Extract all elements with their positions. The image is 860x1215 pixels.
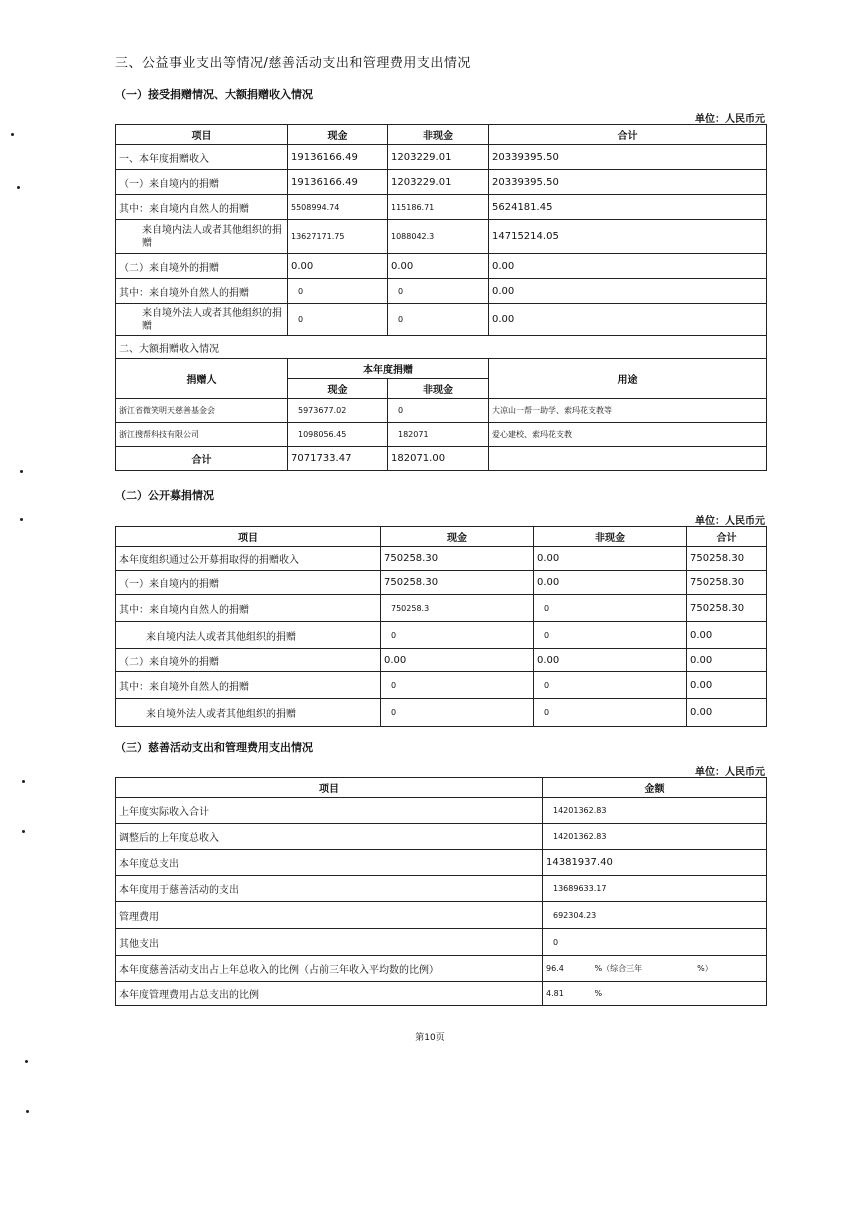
cash-cell: 0 xyxy=(288,279,388,304)
table-row xyxy=(116,699,767,727)
mgmt-ratio-suffix: % xyxy=(594,989,603,998)
total-cell: 0.00 xyxy=(687,649,767,672)
row-label: 其中：来自境外自然人的捐赠 xyxy=(116,279,288,304)
purpose-cell: 大凉山一帮一助学、索玛花支教等 xyxy=(489,399,767,423)
table-row xyxy=(116,195,767,220)
table-row xyxy=(116,254,767,279)
col-header-purpose: 用途 xyxy=(489,359,767,399)
ratio-suffix: %（综合三年 xyxy=(594,964,643,973)
table-row xyxy=(116,850,767,876)
table-row xyxy=(116,220,767,254)
row-label: 调整后的上年度总收入 xyxy=(116,824,543,850)
table-row xyxy=(116,929,767,956)
noncash-cell: 0 xyxy=(534,595,687,622)
table-row xyxy=(116,956,767,982)
total-cell: 14715214.05 xyxy=(489,220,767,254)
col-header-item: 项目 xyxy=(116,125,288,145)
total-cell: 750258.30 xyxy=(687,571,767,595)
noncash-cell: 0.00 xyxy=(534,547,687,571)
noncash-cell: 0 xyxy=(388,279,489,304)
cash-cell: 0 xyxy=(381,699,534,727)
row-label: 来自境外法人或者其他组织的捐赠 xyxy=(116,304,288,336)
table-row xyxy=(116,304,767,336)
table-row xyxy=(116,447,767,471)
row-label: 上年度实际收入合计 xyxy=(116,798,543,824)
row-label: 来自境内法人或者其他组织的捐赠 xyxy=(116,220,288,254)
total-cell: 5624181.45 xyxy=(489,195,767,220)
table-row xyxy=(116,170,767,195)
col-header-cash: 现金 xyxy=(288,125,388,145)
table-row xyxy=(116,982,767,1006)
row-label: （二）来自境外的捐赠 xyxy=(116,649,381,672)
mgmt-ratio-cell xyxy=(543,982,767,1006)
table-row xyxy=(116,595,767,622)
large-donation-subtitle: 二、大额捐赠收入情况 xyxy=(116,336,767,359)
cash-cell: 750258.30 xyxy=(381,571,534,595)
total-cell: 0.00 xyxy=(489,279,767,304)
row-label: （二）来自境外的捐赠 xyxy=(116,254,288,279)
table-row xyxy=(116,672,767,699)
cash-cell: 750258.30 xyxy=(381,547,534,571)
section2-unit: 单位：人民币元 xyxy=(695,516,765,527)
noncash-cell: 0 xyxy=(534,622,687,649)
ratio-label: 本年度慈善活动支出占上年总收入的比例（占前三年收入平均数的比例） xyxy=(116,956,543,982)
section2-title: （二）公开募捐情况 xyxy=(115,489,214,502)
col-header-year-donation: 本年度捐赠 xyxy=(288,359,489,379)
amount-cell: 0 xyxy=(543,929,767,956)
row-label: 本年度总支出 xyxy=(116,850,543,876)
row-label: （一）来自境内的捐赠 xyxy=(116,170,288,195)
noncash-cell: 1203229.01 xyxy=(388,170,489,195)
noncash-cell: 0 xyxy=(534,699,687,727)
purpose-cell xyxy=(489,447,767,471)
table-row xyxy=(116,824,767,850)
total-cell: 750258.30 xyxy=(687,547,767,571)
cash-cell: 0.00 xyxy=(381,649,534,672)
donor-cell: 浙江省微笑明天慈善基金会 xyxy=(116,399,288,423)
table-row xyxy=(116,798,767,824)
table-row xyxy=(116,649,767,672)
col-header-noncash: 非现金 xyxy=(534,527,687,547)
row-label: 来自境外法人或者其他组织的捐赠 xyxy=(116,699,381,727)
public-fundraising-table xyxy=(115,526,767,727)
noncash-cell: 1203229.01 xyxy=(388,145,489,170)
noncash-cell: 182071 xyxy=(388,423,489,447)
row-label: 其中：来自境内自然人的捐赠 xyxy=(116,595,381,622)
cash-cell: 5973677.02 xyxy=(288,399,388,423)
col-header-noncash: 非现金 xyxy=(388,125,489,145)
row-label: （一）来自境内的捐赠 xyxy=(116,571,381,595)
noncash-cell: 182071.00 xyxy=(388,447,489,471)
table-row xyxy=(116,145,767,170)
section3-unit: 单位：人民币元 xyxy=(695,767,765,778)
noncash-cell: 0 xyxy=(534,672,687,699)
amount-cell: 13689633.17 xyxy=(543,876,767,902)
mgmt-ratio-value: 4.81 xyxy=(546,989,564,998)
scan-mark xyxy=(20,470,23,473)
scan-mark xyxy=(25,1060,28,1063)
col-header-cash: 现金 xyxy=(381,527,534,547)
scan-mark xyxy=(22,780,25,783)
donation-table xyxy=(115,124,767,471)
total-cell: 20339395.50 xyxy=(489,170,767,195)
col-header-total: 合计 xyxy=(489,125,767,145)
col-header-amount: 金额 xyxy=(543,778,767,798)
page-heading: 三、公益事业支出等情况/慈善活动支出和管理费用支出情况 xyxy=(115,56,471,71)
cash-cell: 0.00 xyxy=(288,254,388,279)
cash-cell: 5508994.74 xyxy=(288,195,388,220)
expenditure-table xyxy=(115,777,767,1006)
cash-cell: 19136166.49 xyxy=(288,145,388,170)
row-label: 本年度组织通过公开募捐取得的捐赠收入 xyxy=(116,547,381,571)
amount-cell: 692304.23 xyxy=(543,902,767,929)
total-cell: 750258.30 xyxy=(687,595,767,622)
noncash-cell: 0 xyxy=(388,399,489,423)
total-cell: 0.00 xyxy=(687,622,767,649)
col-header-item: 项目 xyxy=(116,527,381,547)
row-label: 来自境内法人或者其他组织的捐赠 xyxy=(116,622,381,649)
noncash-cell: 0.00 xyxy=(534,649,687,672)
cash-cell: 1098056.45 xyxy=(288,423,388,447)
cash-cell: 0 xyxy=(381,622,534,649)
total-cell: 20339395.50 xyxy=(489,145,767,170)
section1-unit: 单位：人民币元 xyxy=(695,114,765,125)
section3-title: （三）慈善活动支出和管理费用支出情况 xyxy=(115,741,313,754)
cash-cell: 19136166.49 xyxy=(288,170,388,195)
ratio-cell xyxy=(543,956,767,982)
scan-mark xyxy=(20,518,23,521)
cash-cell: 0 xyxy=(381,672,534,699)
row-label: 其中：来自境外自然人的捐赠 xyxy=(116,672,381,699)
amount-cell: 14381937.40 xyxy=(543,850,767,876)
total-label: 合计 xyxy=(116,447,288,471)
noncash-cell: 0.00 xyxy=(534,571,687,595)
noncash-cell: 1088042.3 xyxy=(388,220,489,254)
table-row xyxy=(116,571,767,595)
ratio-end: %） xyxy=(697,964,713,973)
total-cell: 0.00 xyxy=(687,699,767,727)
noncash-cell: 115186.71 xyxy=(388,195,489,220)
table-row xyxy=(116,876,767,902)
ratio-value: 96.4 xyxy=(546,964,564,973)
row-label: 其中：来自境内自然人的捐赠 xyxy=(116,195,288,220)
col-header-large-noncash: 非现金 xyxy=(388,379,489,399)
noncash-cell: 0 xyxy=(388,304,489,336)
cash-cell: 7071733.47 xyxy=(288,447,388,471)
donor-cell: 浙江搜帮科技有限公司 xyxy=(116,423,288,447)
cash-cell: 750258.3 xyxy=(381,595,534,622)
total-cell: 0.00 xyxy=(489,304,767,336)
col-header-donor: 捐赠人 xyxy=(116,359,288,399)
row-label: 管理费用 xyxy=(116,902,543,929)
scan-mark xyxy=(26,1110,29,1113)
scan-mark xyxy=(22,830,25,833)
amount-cell: 14201362.83 xyxy=(543,798,767,824)
table-row xyxy=(116,622,767,649)
col-header-total: 合计 xyxy=(687,527,767,547)
row-label: 本年度用于慈善活动的支出 xyxy=(116,876,543,902)
amount-cell: 14201362.83 xyxy=(543,824,767,850)
table-row xyxy=(116,902,767,929)
total-cell: 0.00 xyxy=(687,672,767,699)
cash-cell: 13627171.75 xyxy=(288,220,388,254)
row-label: 一、本年度捐赠收入 xyxy=(116,145,288,170)
noncash-cell: 0.00 xyxy=(388,254,489,279)
table-row xyxy=(116,547,767,571)
col-header-item: 项目 xyxy=(116,778,543,798)
cash-cell: 0 xyxy=(288,304,388,336)
table-row xyxy=(116,423,767,447)
page-footer: 第10页 xyxy=(415,1033,445,1043)
col-header-large-cash: 现金 xyxy=(288,379,388,399)
scan-mark xyxy=(11,133,14,136)
row-label: 其他支出 xyxy=(116,929,543,956)
purpose-cell: 爱心建校、索玛花支教 xyxy=(489,423,767,447)
scan-mark xyxy=(17,186,20,189)
table-row xyxy=(116,279,767,304)
mgmt-ratio-label: 本年度管理费用占总支出的比例 xyxy=(116,982,543,1006)
section1-title: （一）接受捐赠情况、大额捐赠收入情况 xyxy=(115,88,313,101)
total-cell: 0.00 xyxy=(489,254,767,279)
table-row xyxy=(116,399,767,423)
